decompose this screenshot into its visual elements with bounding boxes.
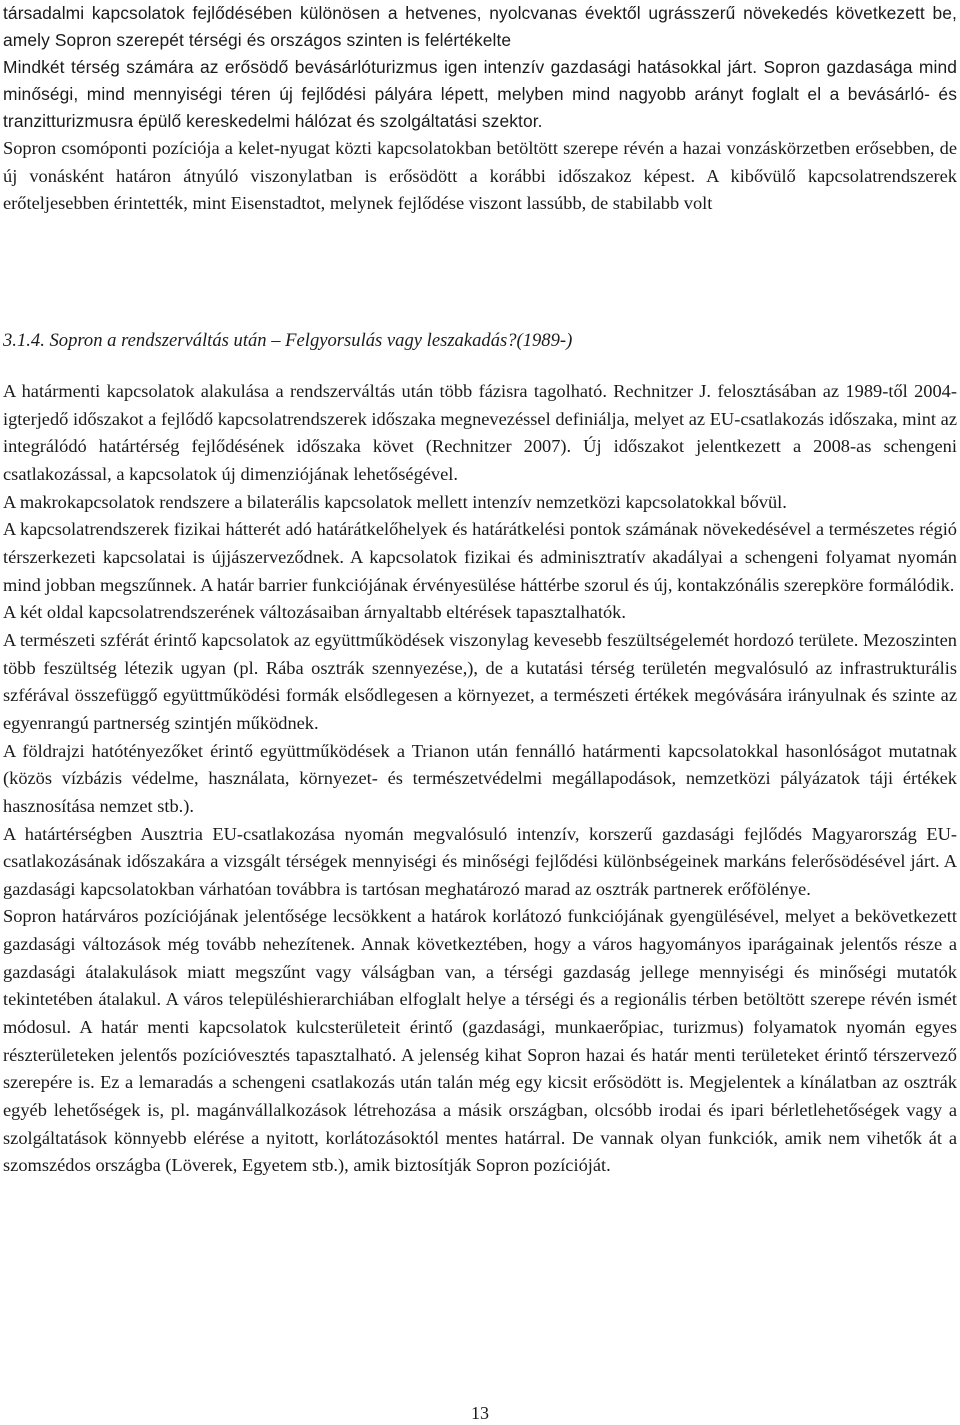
top-text-block [3,0,957,217]
paragraph: A természeti szférát érintő kapcsolatok az együttműködések viszonylag kevesebb feszültségelemét hordozó területe. Mezoszinten több feszültség létezik ugyan (pl. Rába osztrák szennyezése,), de a kutatási térség területén megvalósuló az infrastrukturális szférával összefüggő együttműködési formák elsődlegesen a környezet, a természeti értékek megóvására irányulnak és szinte az egyenrangú partnerség szintjén működnek. [3,629,957,733]
section-heading: 3.1.4. Sopron a rendszerváltás után – Felgyorsulás vagy leszakadás?(1989-) [3,330,573,351]
paragraph: A földrajzi hatótényezőket érintő együttműködések a Trianon után fennálló határmenti kapcsolatokkal hasonlóságot mutatnak (közös vízbázis védelme, használata, környezet- és természetvédelmi megállapodások, nemzetközi pályázatok táji értékek hasznosítása nemzet stb.). [3,740,957,816]
paragraph: A két oldal kapcsolatrendszerének változásaiban árnyaltabb eltérések tapasztalhatók. [3,602,626,623]
paragraph: A határtérségben Ausztria EU-csatlakozása nyomán megvalósuló intenzív, korszerű gazdasági fejlődés Magyarország EU-csatlakozásának időszakára a vizsgált térségek mennyiségi és minőségi fejlődési különbségeinek markáns felerősödésével járt. A gazdasági kapcsolatokban várhatóan továbbra is tartósan meghatározó marad az osztrák partnerek erőfölénye. [3,823,957,899]
paragraph: Sopron csomóponti pozíciója a kelet-nyugat közti kapcsolatokban betöltött szerepe révén a hazai vonzáskörzetben erősebben, de új vonásként határon átnyúló viszonylatban is erősödött a korábbi időszakoz képest. A kibővülő kapcsolatrendszerek erőteljesebben érintették, mint Eisenstadtot, melynek fejlődése viszont lassúbb, de stabilabb volt [3,138,957,213]
paragraph: társadalmi kapcsolatok fejlődésében különösen a hetvenes, nyolcvanas évektől ugrásszerű növekedés következett be, amely Sopron szerepét térségi és országos szinten is felértékelte [3,3,957,51]
paragraph: A kapcsolatrendszerek fizikai hátterét adó határátkelőhelyek és határátkelési pontok számának növekedésével a természetes régió térszerkezeti kapcsolatai is újjászerveződnek. A kapcsolatok fizikai és adminisztratív akadályai a schengeni folyamat nyomán mind jobban megszűnnek. A határ barrier funkciójának érvényesülése háttérbe szorul és új, kontakzónális szerepköre formálódik. [3,519,957,595]
paragraph: Sopron határváros pozíciójának jelentősége lecsökkent a határok korlátozó funkciójának gyengülésével, melyet a bekövetkezett gazdasági változások még tovább nehezítenek. Annak következtében, hogy a város hagyományos iparágainak jelentős része a gazdasági átalakulások miatt megszűnt vagy válságban van, a térségi gazdaság jellege mennyiségi és minőségi mutatók tekintetében átalakul. A város településhierarchiában elfoglalt helye a térségi és a regionális térben betöltött szerepe révén ismét módosul. A határ menti kapcsolatok kulcsterületeit érintő (gazdasági, munkaerőpiac, turizmus) folyamatok nyomán egyes részterületeken jelentős pozícióvesztés tapasztalható. A jelenség kihat Sopron hazai és határ menti területeket érintő térszervező szerepére is. Ez a lemaradás a schengeni csatlakozás után talán még egy kicsit erősödött is. Megjelentek a kínálatban az osztrák egyéb lehetőségek is, pl. magánvállalkozások létrehozása a másik országban, olcsóbb irodai és ipari bérletlehetőségek vagy a szolgáltatások könnyebb elérése a nyitott, korlátozásoktól mentes határral. De vannak olyan funkciók, amik nem vihetők át a szomszédos országba (Löverek, Egyetem stb.), amik biztosítják Sopron pozícióját. [3,906,957,1176]
page-number: 13 [471,1403,489,1423]
paragraph: A makrokapcsolatok rendszere a bilaterális kapcsolatok mellett intenzív nemzetközi kapcsolatokkal bővül. [3,491,787,512]
main-text-block [3,378,957,1180]
paragraph: Mindkét térség számára az erősödő bevásárlóturizmus igen intenzív gazdasági hatásokkal járt. Sopron gazdasága mind minőségi, mind mennyiségi téren új fejlődési pályára lépett, melyben mind nagyobb arányt foglalt el a bevásárló- és tranzitturizmusra épülő kereskedelmi hálózat és szolgáltatási szektor. [3,57,957,132]
paragraph: A határmenti kapcsolatok alakulása a rendszerváltás után több fázisra tagolható. Rechnitzer J. felosztásában az 1989-től 2004-igterjedő időszakot a fejlődő kapcsolatrendszerek időszaka megnevezéssel definiálja, melyet az EU-csatlakozás időszaka, mint az integrálódó határtérség fejlődésének időszaka követ (Rechnitzer 2007). Új időszakot jelentkezett a 2008-as schengeni csatlakozással, a kapcsolatok új dimenziójának lehetőségével. [3,381,957,484]
